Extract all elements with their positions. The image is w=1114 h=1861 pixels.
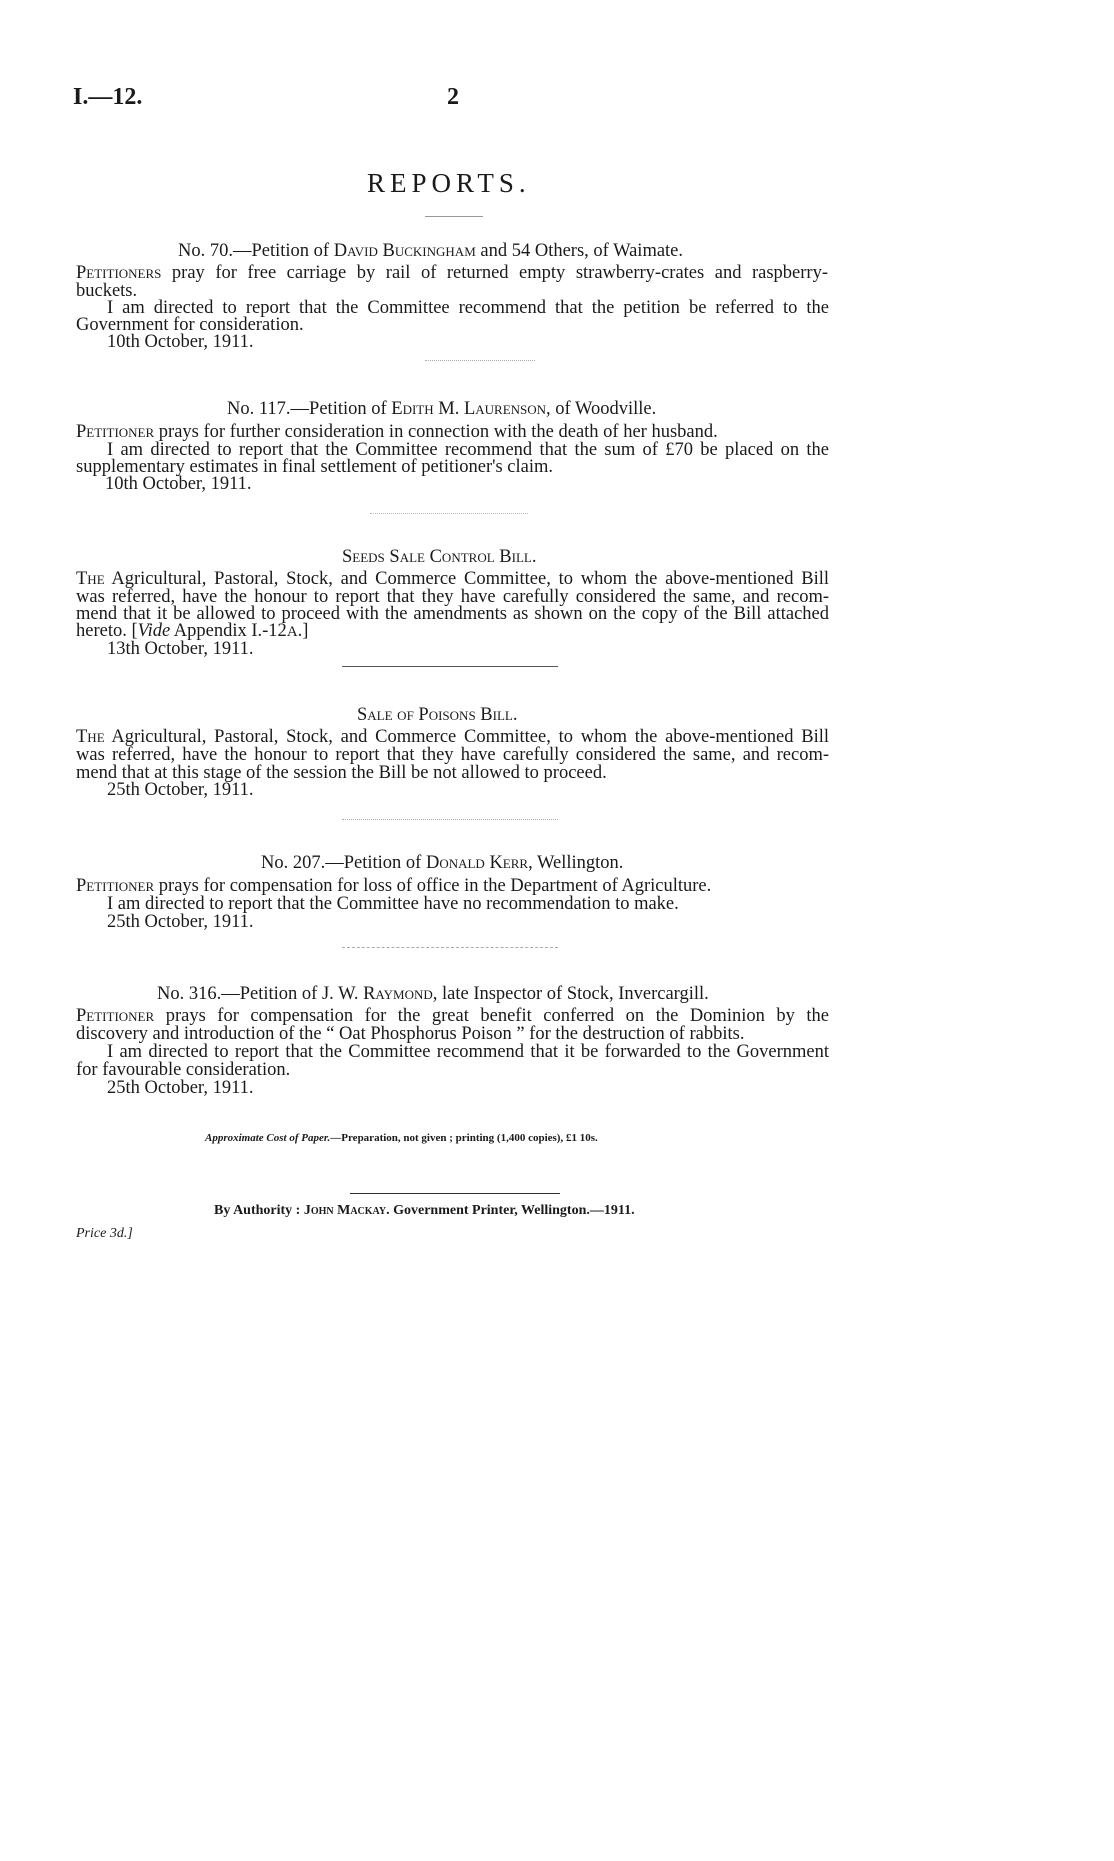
cost-text: —Preparation, not given ; printing (1,400 copies), £1 10s. (330, 1132, 598, 1144)
section-rule (370, 513, 528, 514)
heading-prefix: No. 316.—Petition of J. W. (157, 984, 359, 1004)
text: hereto. [ (76, 621, 138, 641)
heading-prefix: No. 117.—Petition of (227, 399, 387, 419)
lead-word: The (76, 727, 105, 747)
lead-word: The (76, 569, 105, 589)
heading-suffix: of Woodville. (555, 399, 657, 419)
petitioner-name: David Buckingham (333, 241, 476, 261)
petition-117-date: 10th October, 1911. (105, 474, 252, 494)
imprint-suffix: Government Printer, Wellington.—1911. (393, 1203, 635, 1218)
petition-70-line-2: buckets. (76, 281, 138, 301)
petition-117-heading (227, 398, 656, 421)
body-text: prays for further consideration in connection with the death of her husband. (158, 422, 718, 442)
petition-70-date: 10th October, 1911. (107, 332, 254, 352)
body-text: Agricultural, Pastoral, Stock, and Commerce Committee, to whom the above-mentioned Bill (111, 727, 829, 747)
petitioner-name: Donald Kerr, (425, 853, 533, 873)
petition-70-line-3: I am directed to report that the Committee recommend that the petition be referred to the (107, 298, 829, 318)
seeds-bill-line-2: was referred, have the honour to report that they have carefully considered the same, and recom- (76, 587, 829, 607)
petition-316-heading (157, 983, 709, 1006)
seeds-bill-line-3: mend that it be allowed to proceed with the amendments as shown on the copy of the Bill attached (76, 604, 829, 624)
poisons-bill-line-2: was referred, have the honour to report that they have carefully considered the same, and recom- (76, 745, 829, 765)
lead-word: Petitioner (76, 876, 155, 896)
petition-207-date: 25th October, 1911. (107, 912, 254, 932)
text: .] (297, 621, 309, 641)
heading-suffix: and 54 Others, of Waimate. (480, 241, 684, 261)
price: Price 3d.] (76, 1226, 133, 1241)
page-number: 2 (447, 84, 459, 110)
lead-word: Petitioners (76, 263, 162, 283)
heading-suffix: Wellington. (537, 853, 624, 873)
body-text: Agricultural, Pastoral, Stock, and Commerce Committee, to whom the above-mentioned Bill (111, 569, 829, 589)
petition-70-line-1 (76, 262, 828, 285)
seeds-bill-heading: Seeds Sale Control Bill. (342, 547, 537, 567)
petition-117-line-2: I am directed to report that the Committee recommend that the sum of £70 be placed on the (107, 440, 829, 460)
printer-name: John Mackay. (303, 1203, 390, 1218)
heading-prefix: No. 207.—Petition of (261, 853, 422, 873)
heading-suffix: late Inspector of Stock, Invercargill. (442, 984, 709, 1004)
petition-70-heading (178, 240, 683, 263)
body-text: pray for free carriage by rail of returned empty strawberry-crates and raspberry- (171, 263, 828, 283)
section-rule (342, 666, 558, 667)
seeds-bill-date: 13th October, 1911. (107, 639, 254, 659)
petitioner-name: Edith M. Laurenson, (391, 399, 551, 419)
petition-207-line-2: I am directed to report that the Committee have no recommendation to make. (107, 894, 679, 914)
lead-word: Petitioner (76, 422, 155, 442)
section-rule (342, 947, 558, 948)
heading-prefix: No. 70.—Petition of (178, 241, 330, 261)
body-text: prays for compensation for loss of office in the Department of Agriculture. (158, 876, 712, 896)
petition-316-line-2: discovery and introduction of the “ Oat Phosphorus Poison ” for the destruction of rabbits. (76, 1024, 745, 1044)
section-rule (425, 360, 535, 361)
petitioner-name: Raymond, (363, 984, 438, 1004)
body-text: prays for compensation for the great benefit conferred on the Dominion by the (165, 1006, 829, 1026)
lead-word: Petitioner (76, 1006, 155, 1026)
title-rule (425, 216, 483, 217)
petition-117-line-3: supplementary estimates in final settlement of petitioner's claim. (76, 457, 554, 477)
poisons-bill-date: 25th October, 1911. (107, 780, 254, 800)
cost-label: Approximate Cost of Paper. (205, 1132, 331, 1144)
poisons-bill-heading: Sale of Poisons Bill. (357, 705, 518, 725)
poisons-bill-line-3: mend that at this stage of the session the Bill be not allowed to proceed. (76, 763, 607, 783)
imprint (214, 1203, 635, 1219)
text: Appendix I.-12 (170, 621, 287, 641)
imprint-prefix: By Authority : (214, 1203, 301, 1218)
petition-316-date: 25th October, 1911. (107, 1078, 254, 1098)
vide-italic: Vide (137, 621, 171, 641)
petition-207-heading (261, 852, 623, 875)
imprint-rule (350, 1193, 560, 1194)
petition-316-line-4: for favourable consideration. (76, 1060, 291, 1080)
page-title: REPORTS. (367, 168, 531, 198)
cost-note (205, 1132, 598, 1144)
petition-70-line-4: Government for consideration. (76, 315, 304, 335)
petition-316-line-3: I am directed to report that the Committee recommend that it be forwarded to the Government (107, 1042, 829, 1062)
text: A (286, 624, 298, 640)
section-rule (342, 819, 558, 820)
document-reference: I.—12. (73, 84, 143, 110)
